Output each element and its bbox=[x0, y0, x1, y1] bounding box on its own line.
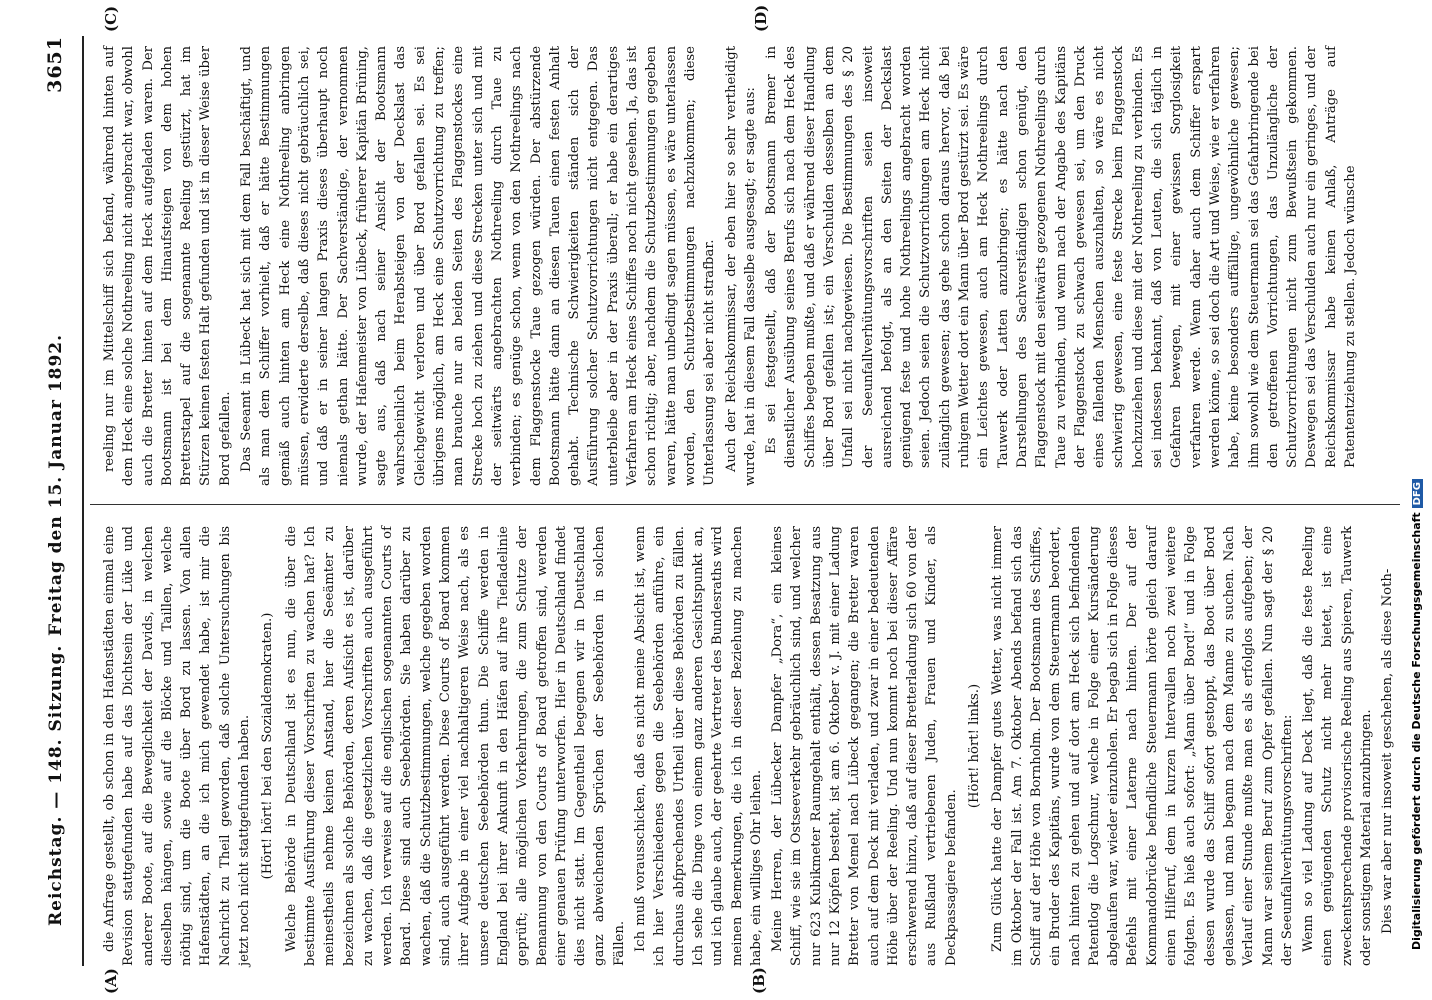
paragraph: (Hört! hört! links.) bbox=[967, 683, 983, 809]
margin-marker-d: (D) bbox=[752, 4, 770, 32]
paragraph: reeling nur im Mittelschiff sich befand, während hinten auf dem Heck eine solche Nothreeling nicht angebracht war, obwohl auch die Bretter hinten auf dem Heck aufgeladen waren. Der Bootsmann ist bei dem Hinaufsteigen von dem hohen Bretterstapel auf die sogenannte Reeling gestürzt, hat im Stürzen keinen festen Halt gefunden und ist in dieser Weise über Bord gefallen. bbox=[102, 46, 233, 486]
left-column bbox=[100, 526, 1400, 966]
paragraph: Auch der Reichskommissar, der eben hier so sehr vertheidigt wurde, hat in diesem Fall dasselbe ausgesagt; er sagte aus: bbox=[723, 46, 758, 486]
paragraph: Es sei festgestellt, daß der Bootsmann Bremer in dienstlicher Ausübung seines Berufs sich nach dem Heck des Schiffes begeben mußte, und daß er während dieser Handlung über Bord gefallen ist; ein Verschulden desselben an dem Unfall sei nicht nachgewiesen. Die Bestimmungen des § 20 der Seeunfallverhütungsvorschriften seien insoweit ausreichend befolgt, als an den Seiten der Deckslast genügend feste und hohe Nothreelings angebracht worden seien. Jedoch seien die Schutzvorrichtungen am Heck nicht zulänglich gewesen; das gehe schon daraus hervor, daß bei ruhigem Wetter dort ein Mann über Bord gestürzt sei. Es wäre ein Leichtes gewesen, auch am Heck Nothreelings durch Tauwerk oder Latten anzubringen; es hätte nach den Darstellungen des Sachverständigen schon genügt, den Flaggenstock mit den seitwärts gezogenen Nothreelings durch Taue zu verbinden, und wenn nach der Angabe des Kapitäns der Flaggenstock zu schwach gewesen sei, um den Druck eines fallenden Menschen auszuhalten, so wäre es nicht schwierig gewesen, eine feste Strecke beim Flaggenstock hochzuziehen und diese mit der Nothreeling zu verbinden. Es sei indessen bekannt, daß von Leuten, die sich täglich in Gefahren bewegen, mit einer gewissen Sorglosigkeit verfahren werde. Wenn daher auch dem Schiffer erspart werden könne, so sei doch die Art und Weise, wie er verfahren habe, keine besonders auffällige, ungewöhnliche gewesen; ihm sowohl wie dem Steuermann sei das Gefahrbringende bei den getroffenen Vorrichtungen, das Unzulängliche der Schutzvorrichtungen nicht zum Bewußtsein gekommen. Deswegen sei das Verschulden auch nur ein geringes, und der Reichskommissar habe keinen Anlaß, Anträge auf Patententziehung zu stellen. Jedoch wünsche bbox=[764, 46, 1358, 468]
paragraph: Zum Glück hatte der Dampfer gutes Wetter, was nicht immer im Oktober der Fall ist. Am 7. Oktober Abends befand sich das Schiff auf der Höhe von Bornholm. Der Bootsmann des Schiffes, ein Bruder des Kapitäns, wurde von dem Steuermann beordert, nach hinten zu gehen und auf dort am Heck sich befindenden Patentlog die Logschnur, welche in Folge einer Kursänderung abgelaufen war, wieder einzuholen. Er begab sich in Folge dieses Befehls mit einer Laterne nach hinten. Der auf der Kommandobrücke befindliche Steuermann hörte gleich darauf einen Hilferuf, dem in kurzen Intervallen noch zwei weitere folgten. Es hieß auch sofort: „Mann über Bord!“ und in Folge dessen wurde das Schiff sofort gestoppt, das Boot über Bord gelassen, und man begann nach dem Manne zu suchen. Nach Verlauf einer Stunde mußte man es als erfolglos aufgeben; der Mann war seinem Beruf zum Opfer gefallen. Nun sagt der § 20 der Seeunfallverhütungsvorschriften: bbox=[990, 526, 1295, 966]
paragraph: Dies war aber nur insoweit geschehen, als diese Noth- bbox=[1380, 568, 1396, 934]
margin-marker-a: (A) bbox=[102, 968, 120, 994]
header-date: Freitag den 15. Januar 1892. bbox=[46, 333, 66, 636]
page-number: 3651 bbox=[44, 36, 66, 93]
paragraph: Das Seeamt in Lübeck hat sich mit dem Fall beschäftigt, und als man dem Schiffer vorhielt, daß er hätte Bestimmungen gemäß auch hinten am Heck eine Nothreeling anbringen müssen, erwiderte derselbe, daß dieses nicht gebräuchlich sei, und daß er in seiner langen Praxis dieses überhaupt noch niemals gethan hätte. Der Sachverständige, der vernommen wurde, der Hafenmeister von Lübeck, früherer Kapitän Brüning, sagte aus, daß nach seiner Ansicht der Bootsmann wahrscheinlich beim Herabsteigen von der Deckslast das Gleichgewicht verloren und über Bord gefallen sei. Es sei übrigens möglich, am Heck eine Schutzvorrichtung zu treffen; man brauche nur an beiden Seiten des Flaggenstockes eine Strecke hoch zu ziehen und diese Strecken unter sich und mit der seitwärts angebrachten Nothreeling durch Taue zu verbinden; es genüge schon, wenn von den Nothreelings nach dem Flaggenstocke Taue gezogen würden. Der abstürzende Bootsmann hätte dann an diesen Tauen einen festen Anhalt gehabt. Technische Schwierigkeiten ständen sich der Ausführung solcher Schutzvorrichtungen nicht entgegen. Das unterbleibe aber in der Praxis überall; er habe ein derartiges Verfahren am Heck eines Schiffes noch nicht gesehen. Ja, das ist schon richtig; aber, nachdem die Schutzbestimmungen gegeben waren, hätte man unbedingt sagen müssen, es wäre unterlassen worden, den Schutzbestimmungen nachzukommen; diese Unterlassung sei aber nicht strafbar. bbox=[239, 46, 718, 486]
paragraph: (Hört! hört! bei den Sozialdemokraten.) bbox=[260, 612, 276, 880]
digitization-note-text: Digitalisierung gefördert durch die Deutsche Forschungsgemeinschaft bbox=[1410, 512, 1423, 950]
header-left: Reichstag. — 148. Sitzung. bbox=[46, 644, 66, 926]
paragraph: Welche Behörde in Deutschland ist es nun, die über die bestimmte Ausführung dieser Vorschriften zu wachen hat? Ich meinestheils nehme keinen Anstand, hier die Seeämter zu bezeichnen als solche Behörden, deren Aufsicht es ist, darüber zu wachen, daß die gesetzlichen Vorschriften auch ausgeführt werden. Ich verweise auf die englischen sogenannten Courts of Board. Diese sind auch Seebehörden. Sie haben darüber zu wachen, daß die Schutzbestimmungen, welche gegeben worden sind, auch ausgeführt werden. Diese Courts of Board kommen ihrer Aufgabe in einer viel nachhaltigeren Weise nach, als es unsere deutschen Seebehörden thun. Die Schiffe werden in England bei ihrer Ankunft in den Häfen auf ihre Tiefladelinie geprüft; alle möglichen Vorkehrungen, die zum Schutze der Bemannung von den Courts of Board getroffen sind, werden einer genauen Prüfung unterworfen. Hier in Deutschland findet dies nicht statt. Im Gegentheil begegnen wir in Deutschland ganz abweichenden Sprüchen der Seebehörden in solchen Fällen. bbox=[283, 526, 627, 966]
right-column bbox=[100, 46, 1362, 486]
running-header bbox=[40, 36, 76, 966]
paragraph: Meine Herren, der Lübecker Dampfer „Dora“, ein kleines Schiff, wie sie im Ostseeverkehr gebräuchlich sind, und welcher nur 623 Kubikmeter Raumgehalt enthält, dessen Besatzung aus nur 12 Köpfen besteht, ist am 6. Oktober v. J. mit einer Ladung Bretter von Memel nach Lübeck gegangen; die Bretter waren auch auf dem Deck mit verladen, und zwar in einer bedeutenden Höhe über der Reeling. Und nun kommt noch bei dieser Affäre erschwerend hinzu, daß auf dieser Bretterladung sich 60 von der aus Rußland vertriebenen Juden, Frauen und Kinder, als Deckpassagiere befanden. bbox=[770, 526, 959, 966]
digitization-note bbox=[1410, 479, 1423, 950]
header-rule bbox=[82, 36, 84, 966]
paragraph: Ich muß vorausschicken, daß es nicht meine Absicht ist, wenn ich hier Verschiedenes gegen die Seebehörden anführe, ein durchaus abfprechendes Urtheil über diese Behörden zu fällen. Ich sehe die Dinge von einem ganz anderen Gesichtspunkt an, und ich glaube auch, der geehrte Vertreter des Bundesraths wird meinen Bemerkungen, die ich in dieser Beziehung zu machen habe, ein williges Ohr leihen. bbox=[633, 526, 764, 966]
column-separator bbox=[90, 504, 1400, 505]
margin-marker-b: (B) bbox=[750, 967, 768, 994]
margin-marker-c: (C) bbox=[102, 5, 120, 32]
page-inner bbox=[30, 4, 1400, 994]
paragraph: Wenn so viel Ladung auf Deck liegt, daß die feste Reeling einen genügenden Schutz nicht mehr bietet, ist eine zweckentsprechende provisorische Reeling aus Spieren, Tauwerk oder sonstigem Material anzubringen. bbox=[1301, 526, 1374, 966]
dfg-logo: DFG bbox=[1412, 479, 1423, 508]
paragraph: die Anfrage gestellt, ob schon in den Hafenstädten einmal eine Revision stattgefunden habe auf das Dichtsein der Lüke und anderer Boote, auf die Beweglichkeit der Davids, in welchen dieselben hängen, sowie auf die Blöcke und Taillen, welche nöthig sind, um die Boote über Bord zu lassen. Von allen Hafenstädten, an die ich mich gewendet habe, ist mir die Nachricht zu Theil geworden, daß solche Untersuchungen bis jetzt noch nicht stattgefunden haben. bbox=[102, 526, 253, 966]
